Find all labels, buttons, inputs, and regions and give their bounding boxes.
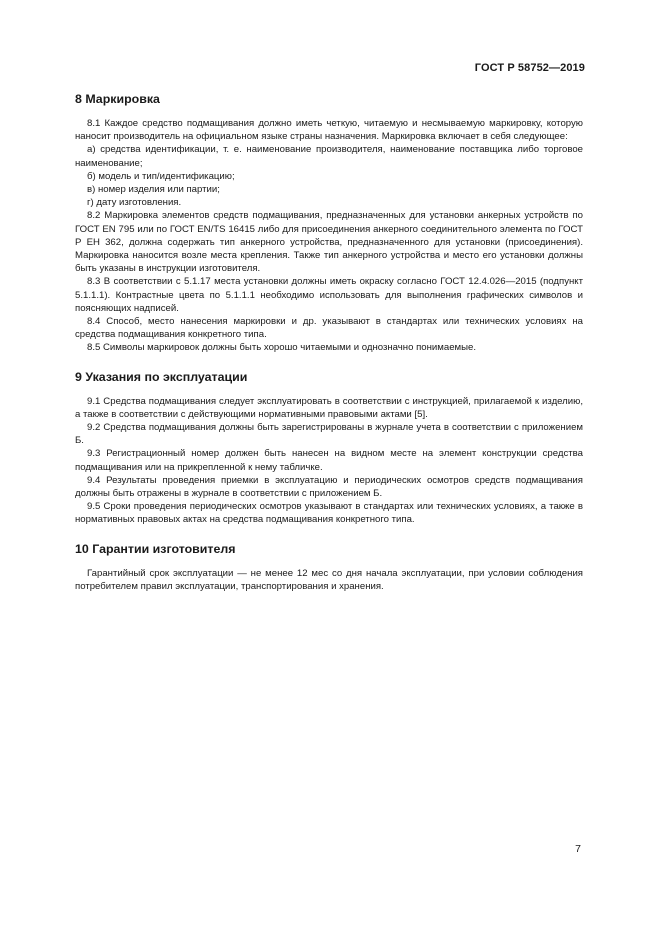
section-title-warranty: 10 Гарантии изготовителя [75, 541, 236, 556]
list-item-g: г) дату изготовления. [87, 197, 182, 209]
paragraph-10: Гарантийный срок эксплуатации — не менее 12 мес со дня начала эксплуатации, при условии соблюдения потребителем правил эксплуатации, транспортирования и хранения. [75, 567, 583, 592]
paragraph-8-2: 8.2 Маркировка элементов средств подмащивания, предназначенных для установки анкерных устройств по ГОСТ EN 795 или по ГОСТ EN/TS 16415 либо для присоединения анкерного соединительного элемента по ГОСТ Р ЕН 362, должна содержать тип анкерного устройства, предназначенного для установки (присоединения). Маркировка наносится возле места крепления. Также тип анкерного устройства и место его установки должны быть указаны в инструкции изготовителя. [75, 210, 583, 275]
paragraph-9-3: 9.3 Регистрационный номер должен быть нанесен на видном месте на элемент конструкции средства подмащивания или на прикрепленной к нему табличке. [75, 448, 583, 473]
section-warranty [75, 541, 583, 593]
paragraph-8-4: 8.4 Способ, место нанесения маркировки и др. указывают в стандартах или технических условиях на средства подмащивания конкретного типа. [75, 316, 583, 341]
paragraph-8-1: 8.1 Каждое средство подмащивания должно иметь четкую, читаемую и несмываемую маркировку, которую наносит производитель на официальном языке страны назначения. Маркировка включает в себя следующее: [75, 118, 583, 143]
section-title-operation: 9 Указания по эксплуатации [75, 369, 248, 384]
standard-code-header: ГОСТ Р 58752—2019 [474, 62, 585, 74]
paragraph-9-5: 9.5 Сроки проведения периодических осмотров указывают в стандартах или технических условиях, а также в нормативных правовых актах на средства подмащивания конкретного типа. [75, 501, 583, 526]
list-item-b: б) модель и тип/идентификацию; [87, 170, 235, 182]
section-operation [75, 369, 583, 527]
list-item-a: а) средства идентификации, т. е. наименование производителя, наименование поставщика либо торговое наименование; [75, 144, 583, 169]
paragraph-8-3: 8.3 В соответствии с 5.1.17 места установки должны иметь окраску согласно ГОСТ 12.4.026—2015 (подпункт 5.1.1.1). Контрастные цвета по 5.1.1.1 необходимо использовать для выполнения графических символов и поясняющих надписей. [75, 276, 583, 314]
document-body [75, 91, 583, 607]
list-item-v: в) номер изделия или партии; [87, 184, 220, 196]
page-number: 7 [575, 843, 581, 855]
section-marking [75, 91, 583, 355]
paragraph-9-1: 9.1 Средства подмащивания следует эксплуатировать в соответствии с инструкцией, прилагаемой к изделию, а также в соответствии с действующими нормативными правовыми актами [5]. [75, 395, 583, 420]
paragraph-9-2: 9.2 Средства подмащивания должны быть зарегистрированы в журнале учета в соответствии с приложением Б. [75, 422, 583, 447]
section-title-marking: 8 Маркировка [75, 92, 160, 106]
paragraph-8-5: 8.5 Символы маркировок должны быть хорошо читаемыми и однозначно понимаемые. [87, 342, 477, 354]
paragraph-9-4: 9.4 Результаты проведения приемки в эксплуатацию и периодических осмотров средств подмащивания должны быть отражены в журнале в соответствии с приложением Б. [75, 474, 583, 500]
